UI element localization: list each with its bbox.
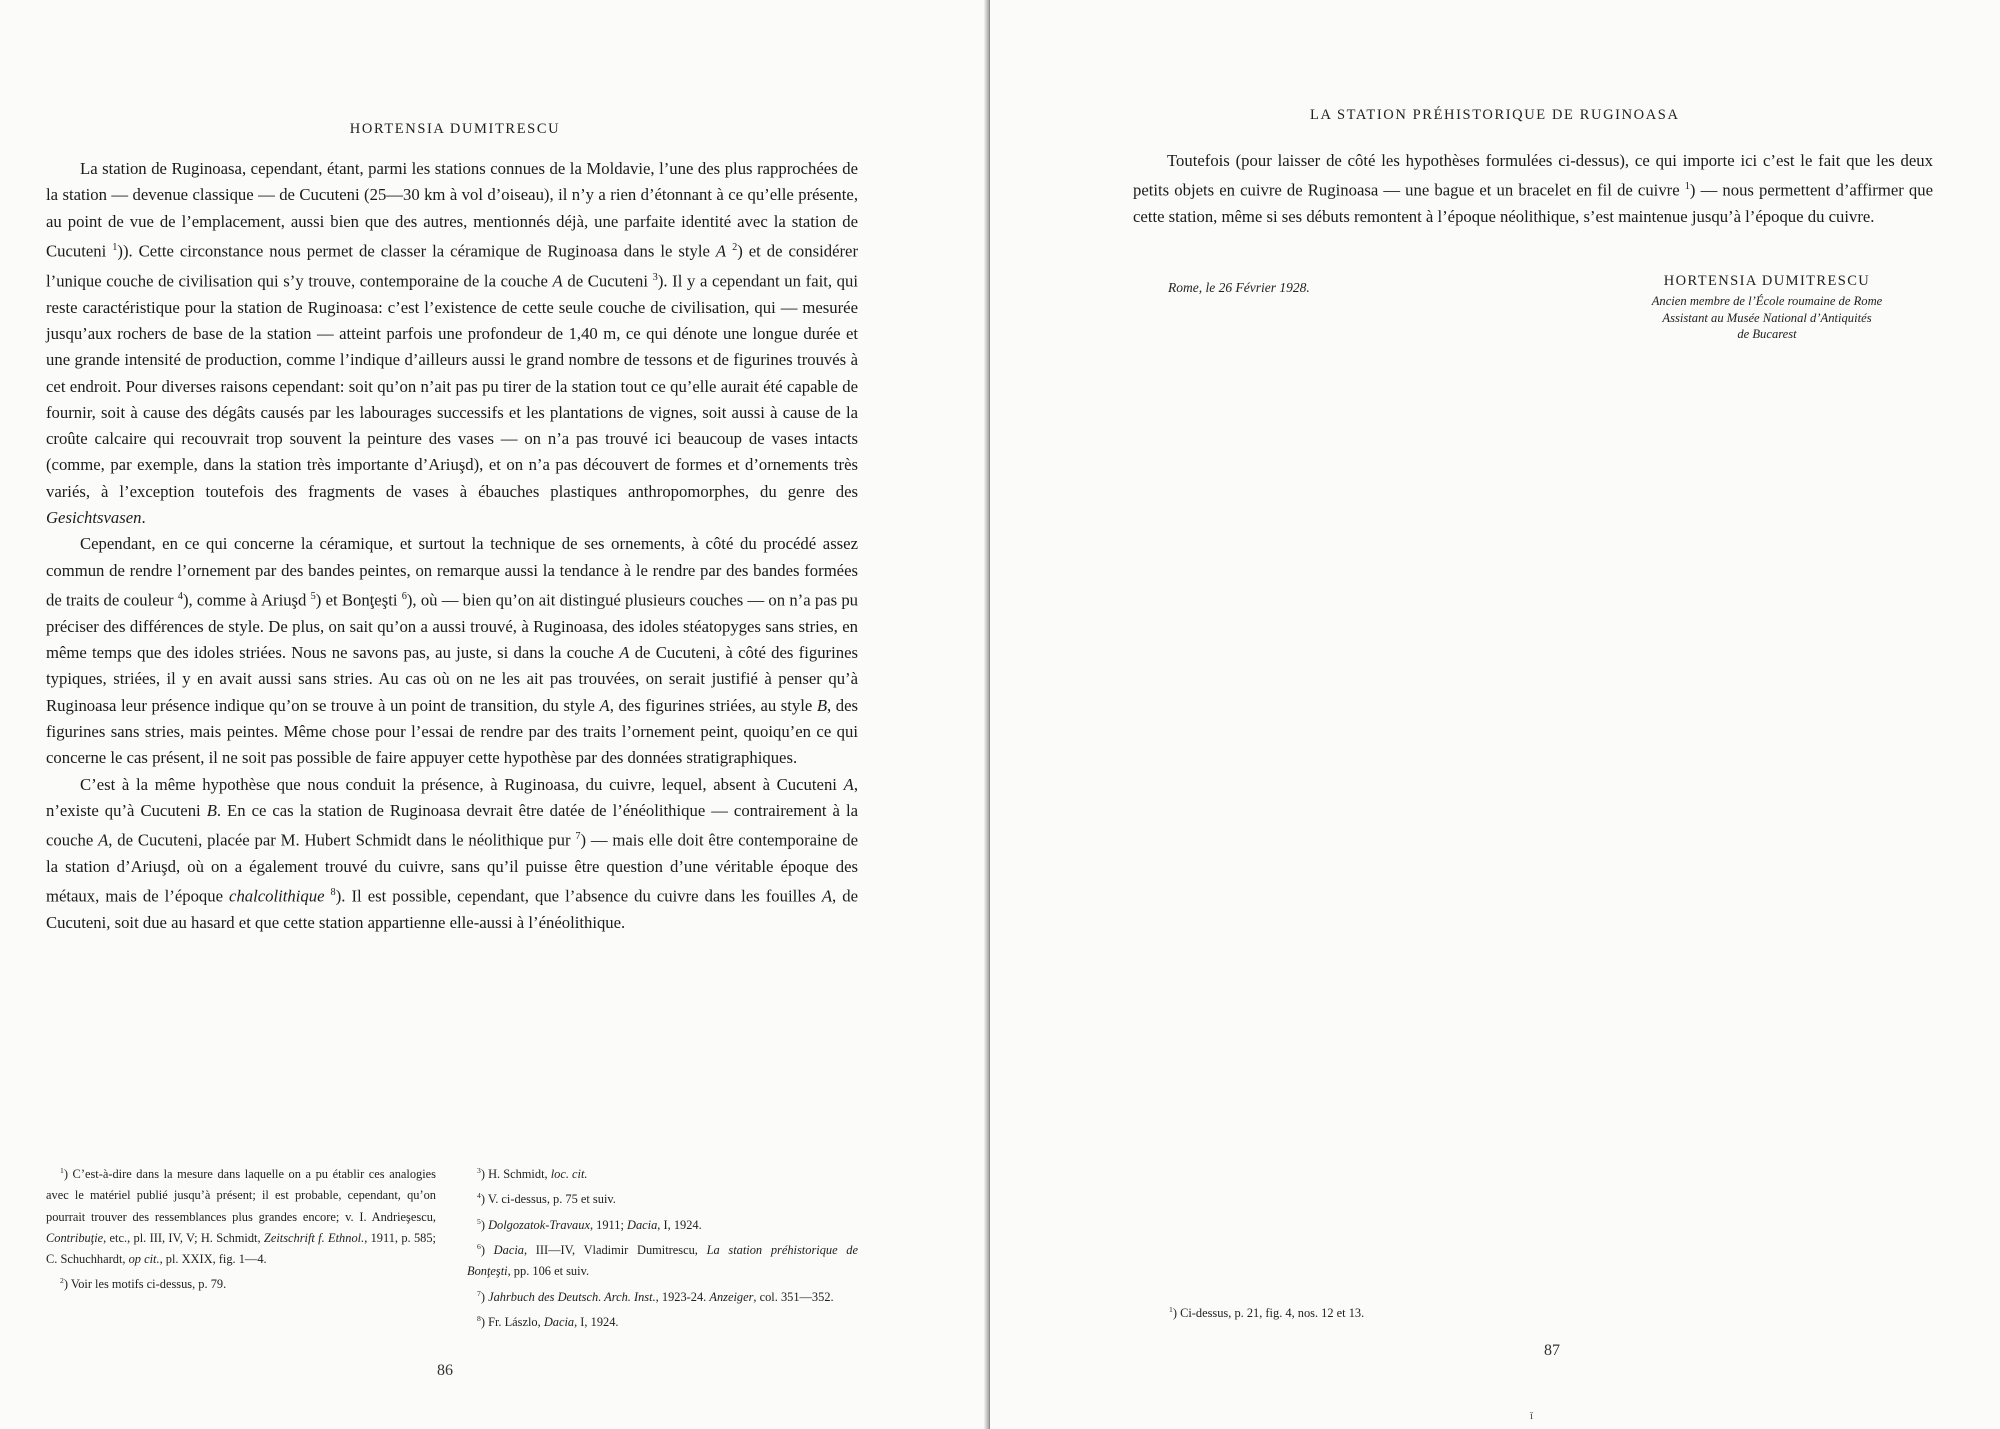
footnotes-left-col2-para: $^8$) Fr. Lászlo, Dacia, I, 1924. <box>477 1313 619 1329</box>
footnotes-left-col1 <box>46 1160 436 1295</box>
italic-text: Gesichtsvasen <box>46 507 142 527</box>
italic-text: A <box>715 241 727 261</box>
signature-name: HORTENSIA DUMITRESCU <box>1663 273 1871 289</box>
italic-text: A <box>843 774 854 794</box>
italic-text: Anzeiger <box>709 1289 754 1304</box>
footnote-ref: 3 <box>652 271 658 283</box>
footnote-ref: 8 <box>477 1313 481 1323</box>
footnote-ref: 1 <box>112 241 118 253</box>
footnote-ref: 8 <box>330 887 336 899</box>
italic-text: Dacia <box>493 1243 524 1258</box>
footnote-ref: 7 <box>477 1288 481 1298</box>
italic-text: La station préhistorique de Bonţeşti <box>467 1243 858 1279</box>
running-head-left: HORTENSIA DUMITRESCU <box>349 121 561 137</box>
page-number-left: 86 <box>437 1362 453 1379</box>
page-number-right: 87 <box>1544 1342 1560 1359</box>
footnote-ref: 7 <box>575 831 581 843</box>
italic-text: A <box>552 271 563 291</box>
body-text-right-para: Toutefois (pour laisser de côté les hypothèses formulées ci-dessus), ce qui importe ici c’est le fait que les deux petits objets en cuivre de Ruginoasa — une bague et un bracelet en fil de cuivre $^1$) — nous permettent d’affirmer que cette station, même si ses débuts remontent à l’époque néolithique, s’est maintenue jusqu’à l’époque du cuivre. <box>1133 151 1933 227</box>
right-page <box>990 0 2000 1429</box>
italic-text: B <box>206 800 217 820</box>
footnote-ref: 1 <box>60 1166 64 1175</box>
italic-text: A <box>821 886 833 906</box>
italic-text: loc. cit. <box>550 1167 588 1182</box>
body-text-left-para: La station de Ruginoasa, cependant, étant, parmi les stations connues de la Moldavie, l’une des plus rapprochées de la station — devenue classique — de Cucuteni (25—30 km à vol d’oiseau), il n’y a rien d’étonnant à ce qu’elle présente, au point de vue de l’emplacement, aussi bien que des autres, mentionnés déjà, une parfaite identité avec la station de Cucuteni $^1$)). Cette circonstance nous permet de classer la céramique de Ruginoasa dans le style A $^2$) et de considérer l’unique couche de civilisation qui s’y trouve, contemporaine de la couche A de Cucuteni $^3$). Il y a cependant un fait, qui reste caractéristique pour la station de Ruginoasa: c’est l’existence de cette seule couche de civilisation, qui — mesurée jusqu’aux rochers de base de la station — atteint parfois une profondeur de 1,40 m, ce qui dénote une longue durée et une grande intensité de production, comme l’indique d’ailleurs aussi le grand nombre de tessons et de figurines trouvés à cet endroit. Pour diverses raisons cependant: soit qu’on n’ait pas pu tirer de la station tout ce qu’elle aurait été capable de fournir, soit à cause des dégâts causés par les labourages successifs et les plantations de vignes, soit aussi à cause de la croûte calcaire qui recouvrait trop souvent la peinture des vases — on n’a pas trouvé ici beaucoup de vases intacts (comme, par exemple, dans la station très importante d’Ariuşd), et on n’a pas découvert de formes et d’ornements très variés, à l’exception toutefois des fragments de vases à ébauches plastiques anthropomorphes, du genre des Gesichtsvasen. <box>46 159 859 527</box>
footnote-ref: 4 <box>177 590 183 602</box>
signature-date: Rome, le 26 Février 1928. <box>1168 280 1310 295</box>
left-page <box>0 0 990 1429</box>
footnotes-left-col2-para: $^4$) V. ci-dessus, p. 75 et suiv. <box>477 1191 616 1207</box>
italic-text: Dacia <box>627 1217 658 1232</box>
footnotes-right <box>1159 1299 1579 1324</box>
italic-text: Contribuţie <box>46 1230 104 1245</box>
footnote-ref: 2 <box>732 241 738 253</box>
footnotes-left-col2 <box>467 1160 858 1333</box>
italic-text: Jahrbuch des Deutsch. Arch. Inst. <box>488 1289 656 1304</box>
running-head-right: LA STATION PRÉHISTORIQUE DE RUGINOASA <box>1310 107 1680 123</box>
footnote-ref: 1 <box>1169 1305 1173 1314</box>
signature-role-1: Ancien membre de l’École roumaine de Rome <box>1651 294 1883 308</box>
signature-block <box>1602 273 1932 343</box>
footnotes-left-col2-para: $^6$) Dacia, III—IV, Vladimir Dumitrescu, La station préhistorique de Bonţeşti, pp. 106 et suiv. <box>467 1241 858 1279</box>
footnotes-left-col2-para: $^7$) Jahrbuch des Deutsch. Arch. Inst., 1923-24. Anzeiger, col. 351—352. <box>477 1288 834 1304</box>
italic-text: A <box>599 695 610 715</box>
footnotes-left-col2-para: $^3$) H. Schmidt, loc. cit. <box>477 1166 588 1182</box>
body-text-right <box>1133 148 1933 230</box>
footnotes-left-col1-para: $^1$) C’est-à-dire dans la mesure dans laquelle on a pu établir ces analogies avec le matériel publié jusqu’à présent; il est probable, cependant, qu’on pourrait trouver des ressemblances plus grandes encore; v. I. Andrieşescu, Contribuţie, etc., pl. III, IV, V; H. Schmidt, Zeitschrift f. Ethnol., 1911, p. 585; C. Schuchhardt, op cit., pl. XXIX, fig. 1—4. <box>46 1166 436 1266</box>
footnote-ref: 1 <box>1684 181 1690 193</box>
edge-mark: ǐ <box>1530 1410 1534 1422</box>
italic-text: A <box>619 643 630 663</box>
footnote-ref: 5 <box>477 1216 481 1226</box>
footnotes-right-para: $^1$) Ci-dessus, p. 21, fig. 4, nos. 12 et 13. <box>1169 1305 1365 1321</box>
italic-text: B <box>816 695 828 715</box>
footnote-ref: 2 <box>60 1276 64 1286</box>
body-text-left-para: Cependant, en ce qui concerne la céramique, et surtout la technique de ses ornements, à côté du procédé assez commun de rendre l’ornement par des bandes peintes, on remarque aussi la tendance à le rendre par des bandes formées de traits de couleur $^4$), comme à Ariuşd $^5$) et Bonţeşti $^6$), où — bien qu’on ait distingué plusieurs couches — on n’a pas pu préciser des différences de style. De plus, on sait qu’on a aussi trouvé, à Ruginoasa, des idoles stéatopyges sans stries, en même temps que des idoles striées. Nous ne savons pas, au juste, si dans la couche A de Cucuteni, à côté des figurines typiques, striées, il y en avait aussi sans stries. Au cas où on ne les ait pas trouvées, on serait justifié à penser qu’à Ruginoasa leur présence indique qu’on se trouve à un point de transition, du style A, des figurines striées, au style B, des figurines sans stries, mais peintes. Même chose pour l’essai de rendre par des traits l’ornement peint, quoiqu’en ce qui concerne le cas présent, il ne soit pas possible de faire appuyer cette hypothèse par des données stratigraphiques. <box>46 534 859 768</box>
footnote-ref: 6 <box>477 1241 481 1251</box>
body-text-left-para: C’est à la même hypothèse que nous conduit la présence, à Ruginoasa, du cuivre, lequel, absent à Cucuteni A, n’existe qu’à Cucuteni B. En ce cas la station de Ruginoasa devrait être datée de l’énéolithique — contrairement à la couche A, de Cucuteni, placée par M. Hubert Schmidt dans le néolithique pur $^7$) — mais elle doit être contemporaine de la station d’Ariuşd, où on a également trouvé du cuivre, sans qu’il puisse être question d’une véritable époque des métaux, mais de l’époque chalcolithique $^8$). Il est possible, cependant, que l’absence du cuivre dans les fouilles A, de Cucuteni, soit due au hasard et que cette station appartienne elle-aussi à l’énéolithique. <box>46 774 858 933</box>
italic-text: A <box>98 830 109 850</box>
signature-role-2: Assistant au Musée National d’Antiquités <box>1662 310 1872 325</box>
italic-text: Dacia <box>543 1314 575 1329</box>
footnotes-left-col2-para: $^5$) Dolgozatok-Travaux, 1911; Dacia, I, 1924. <box>477 1216 702 1232</box>
italic-text: Zeitschrift f. Ethnol. <box>263 1230 365 1245</box>
footnote-ref: 4 <box>477 1191 481 1201</box>
footnote-ref: 5 <box>310 590 316 602</box>
signature-role-3: de Bucarest <box>1737 327 1797 341</box>
italic-text: Dolgozatok-Travaux <box>488 1217 590 1232</box>
footnotes-left-col1-para: $^2$) Voir les motifs ci-dessus, p. 79. <box>60 1276 227 1292</box>
body-text-left <box>46 156 858 936</box>
footnote-ref: 6 <box>401 590 407 602</box>
footnote-ref: 3 <box>477 1166 481 1175</box>
italic-text: chalcolithique <box>229 886 325 906</box>
italic-text: op cit. <box>128 1251 160 1266</box>
